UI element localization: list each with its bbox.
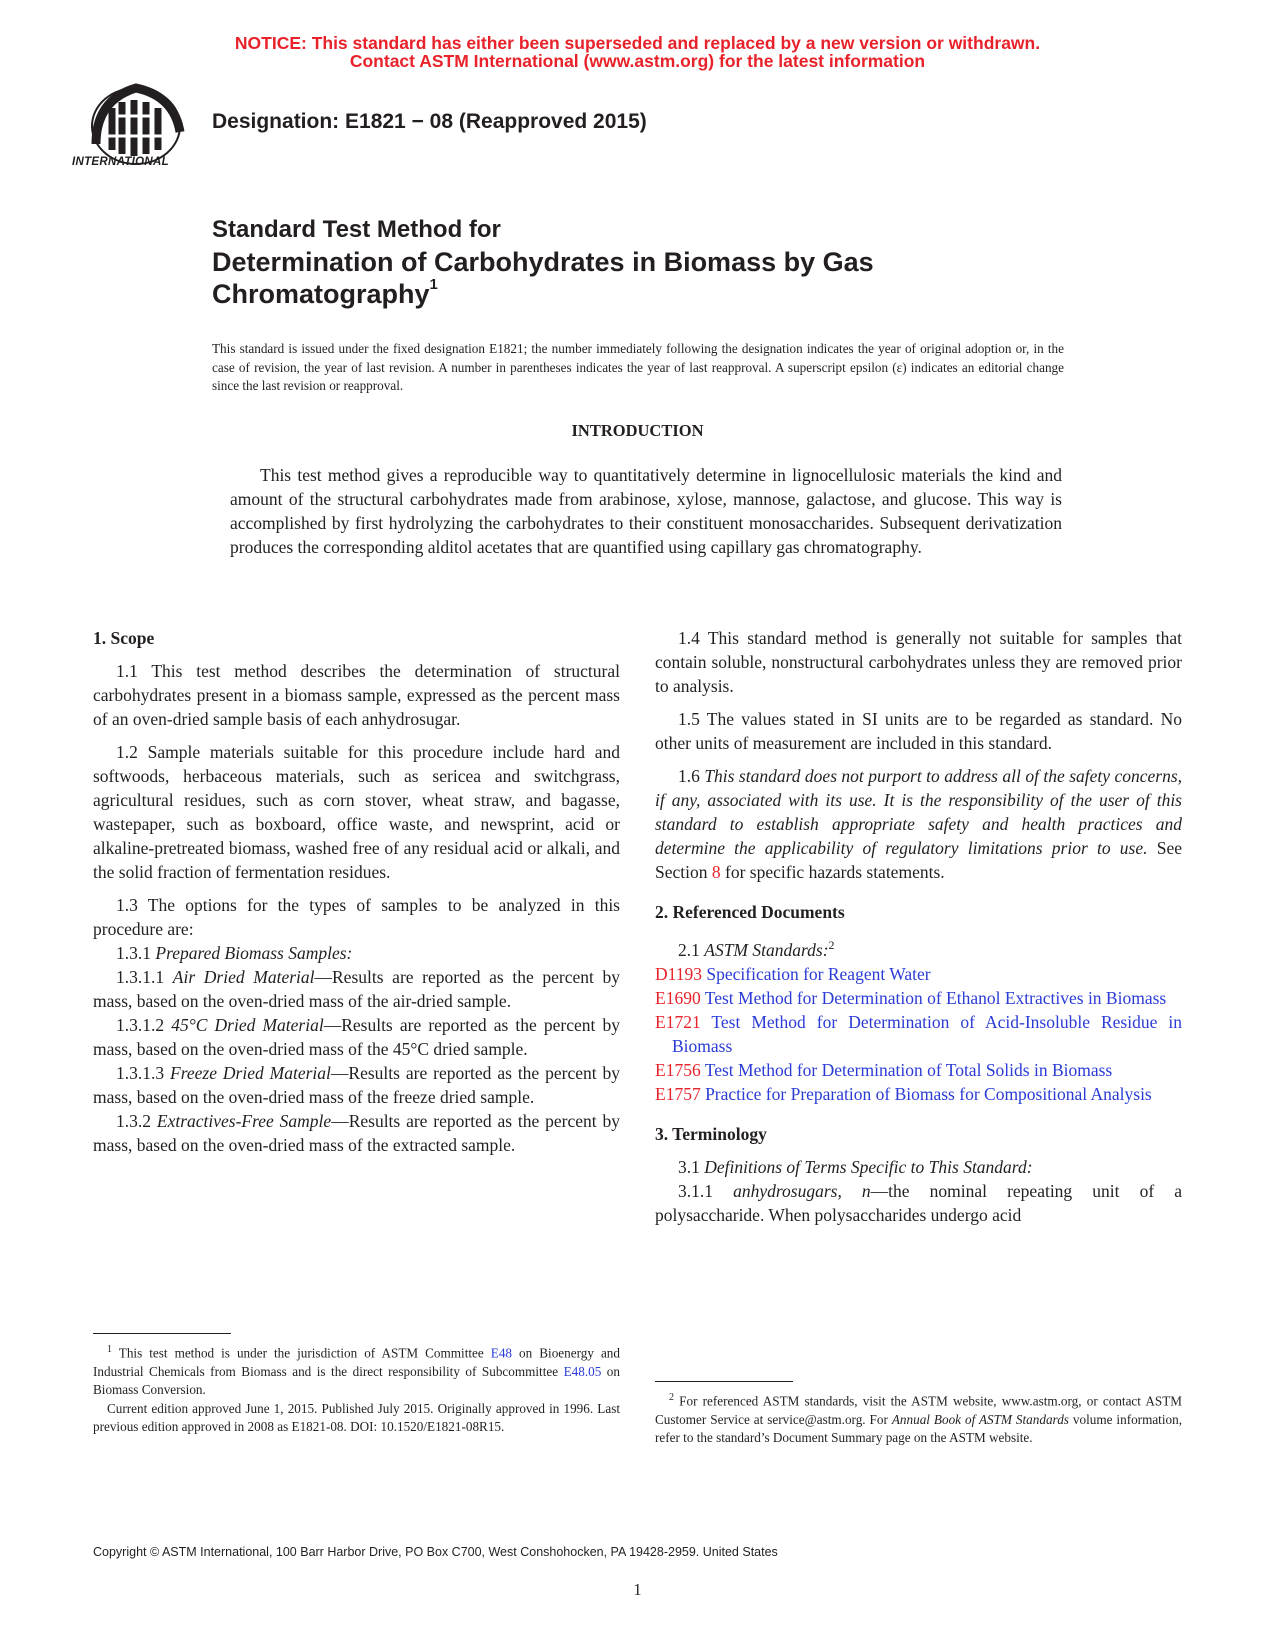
section-2-1: 2.1 ASTM Standards:$^2$	[678, 938, 835, 960]
section-1-3-1-3: 1.3.1.3 Freeze Dried Material—Results are reported as the percent by mass, based on the oven-dried mass of the freeze dried sample.	[93, 1063, 621, 1107]
section-1-4: 1.4 This standard method is generally not suitable for samples that contain soluble, nonstructural carbohydrates unless they are removed prior to analysis.	[655, 628, 1182, 696]
section-1-3-1: 1.3.1 Prepared Biomass Samples:	[116, 943, 353, 963]
footnote-rule-right	[655, 1381, 793, 1382]
section-8-link[interactable]: 8	[711, 862, 721, 882]
footnote-1-edition: Current edition approved June 1, 2015. Published July 2015. Originally approved in 1996. Last previous edition approved in 2008 as E1821-08. DOI: 10.1520/E1821-08R15.	[93, 1400, 620, 1435]
section-3-1-1: 3.1.1 anhydrosugars, n—the nominal repeating unit of a polysaccharide. When polysaccharides undergo acid	[655, 1180, 1183, 1225]
reference-e1721[interactable]: E1721 Test Method for Determination of Acid-Insoluble Residue in Biomass	[655, 1011, 1182, 1056]
section-3-1: 3.1 Definitions of Terms Specific to This Standard:	[678, 1156, 1033, 1177]
copyright-line: Copyright © ASTM International, 100 Barr Harbor Drive, PO Box C700, West Conshohocken, PA 19428-2959. United States	[93, 1545, 778, 1559]
footnote-2-text: $^2$ For referenced ASTM standards, visit the ASTM website, www.astm.org, or contact ASTM Customer Service at service@astm.org. For Annual Book of ASTM Standards volume information, refer to the standard’s Document Summary page on the ASTM website.	[655, 1392, 1183, 1446]
document-title	[212, 246, 1012, 310]
reference-e1757[interactable]: E1757 Practice for Preparation of Biomass for Compositional Analysis	[655, 1083, 1152, 1104]
introduction-text: This test method gives a reproducible way to quantitatively determine in lignocellulosic materials the kind and amount of the structural carbohydrates made from arabinose, xylose, mannose, galactose, and glucose. This way is accomplished by first hydrolyzing the carbohydrates to their constituent monosaccharides. Subsequent derivatization produces the corresponding alditol acetates that are quantified using capillary gas chromatography.	[230, 465, 1062, 557]
footnote-1	[93, 1341, 620, 1437]
section-1-1: 1.1 This test method describes the determination of structural carbohydrates present in a biomass sample, expressed as the percent mass of an oven-dried sample basis of each anhydrosugar.	[93, 661, 620, 729]
terminology-heading: 3. Terminology	[655, 1123, 767, 1144]
committee-e48-link[interactable]: E48	[490, 1345, 513, 1361]
section-1-2: 1.2 Sample materials suitable for this procedure include hard and softwoods, herbaceous materials, such as sericea and switchgrass, agricultural residues, such as corn stover, wheat straw, and bagasse, wastepaper, such as boxboard, office waste, and newsprint, acid or alkaline-pretreated biomass, washed free of any residual acid or alkali, and the solid fraction of fermentation residues.	[93, 742, 620, 882]
title-kicker: Standard Test Method for	[212, 216, 501, 243]
left-column	[93, 626, 620, 1157]
right-column	[655, 626, 1182, 1227]
notice-line-1: NOTICE: This standard has either been superseded and replaced by a new version or withdrawn.	[234, 33, 1041, 53]
title-text: Determination of Carbohydrates in Biomass by Gas Chromatography	[212, 247, 874, 309]
title-footnote-mark[interactable]: 1	[429, 276, 438, 293]
logo-wordmark: INTERNATIONAL	[72, 156, 169, 168]
footnote-rule-left	[93, 1333, 231, 1334]
page-number: 1	[633, 1580, 642, 1599]
referenced-documents-heading: 2. Referenced Documents	[655, 902, 845, 922]
astm-international-logo	[72, 80, 206, 180]
section-1-3-1-1: 1.3.1.1 Air Dried Material—Results are reported as the percent by mass, based on the oven-dried mass of the air-dried sample.	[93, 967, 621, 1011]
superseded-notice	[0, 34, 1275, 70]
scope-heading: 1. Scope	[93, 628, 155, 648]
subcommittee-e48-05-link[interactable]: E48.05	[563, 1363, 602, 1379]
section-1-5: 1.5 The values stated in SI units are to be regarded as standard. No other units of measurement are included in this standard.	[655, 709, 1182, 753]
designation: Designation: E1821 − 08 (Reapproved 2015)	[212, 110, 647, 133]
reference-e1690[interactable]: E1690 Test Method for Determination of Ethanol Extractives in Biomass	[655, 987, 1167, 1008]
standard-note: This standard is issued under the fixed designation E1821; the number immediately following the designation indicates the year of original adoption or, in the case of revision, the year of last revision. A number in parentheses indicates the year of last reapproval. A superscript epsilon (ε) indicates an editorial change since the last revision or reapproval.	[212, 341, 1064, 393]
section-1-3-2: 1.3.2 Extractives-Free Sample—Results are reported as the percent by mass, based on the oven-dried mass of the extracted sample.	[93, 1111, 621, 1155]
section-1-6: 1.6 This standard does not purport to address all of the safety concerns, if any, associated with its use. It is the responsibility of the user of this standard to establish appropriate safety and health practices and determine the applicability of regulatory limitations prior to use. See Section 8 for specific hazards statements.	[655, 766, 1183, 882]
notice-line-2: Contact ASTM International (www.astm.org) for the latest information	[349, 51, 926, 71]
footnote-1-jurisdiction: $^1$ This test method is under the jurisdiction of ASTM Committee E48 on Bioenergy and Industrial Chemicals from Biomass and is the direct responsibility of Subcommittee E48.05 on Biomass Conversion.	[93, 1344, 620, 1398]
introduction-heading: INTRODUCTION	[571, 421, 704, 440]
section-1-3: 1.3 The options for the types of samples to be analyzed in this procedure are:	[93, 895, 620, 939]
reference-d1193[interactable]: D1193 Specification for Reagent Water	[655, 963, 931, 984]
footnote-2	[655, 1389, 1182, 1448]
section-1-3-1-2: 1.3.1.2 45°C Dried Material—Results are reported as the percent by mass, based on the oven-dried mass of the 45°C dried sample.	[93, 1015, 620, 1059]
reference-e1756[interactable]: E1756 Test Method for Determination of Total Solids in Biomass	[655, 1059, 1113, 1080]
